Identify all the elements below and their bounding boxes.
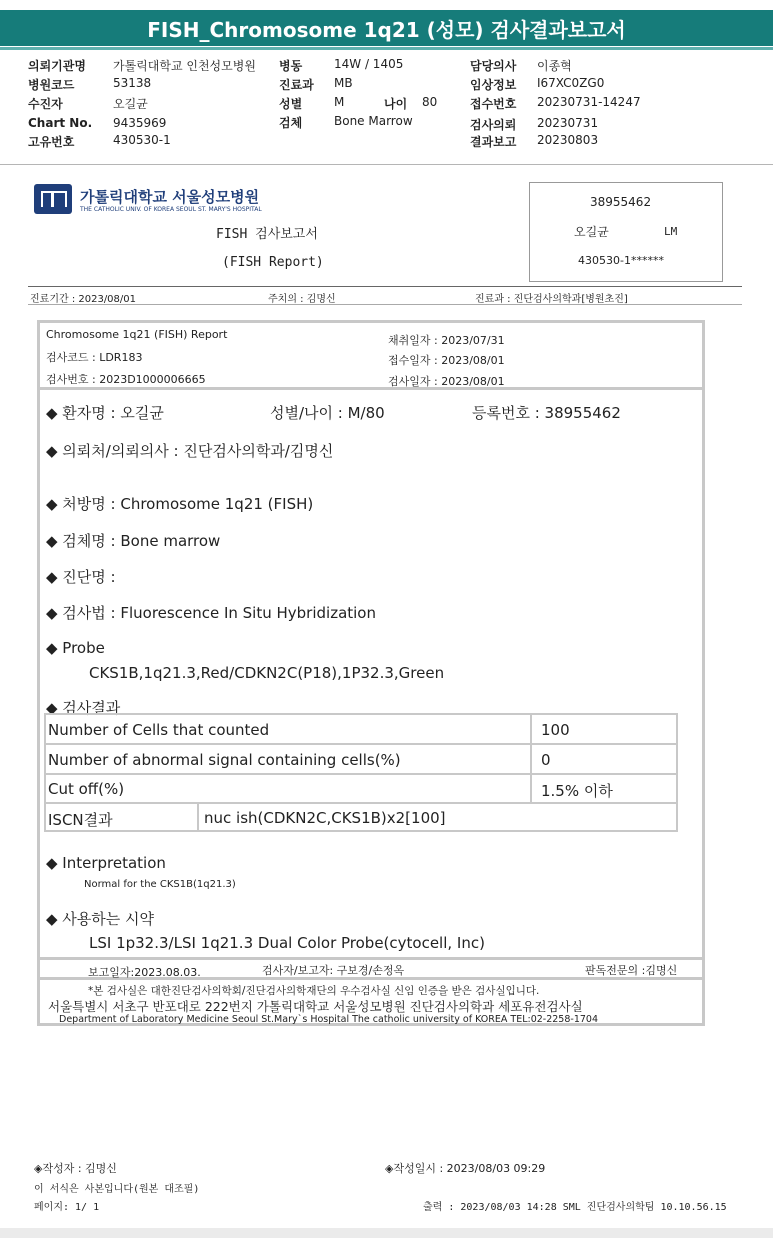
id-box-id: 430530-1****** (578, 254, 664, 267)
table-row-divider (46, 773, 676, 775)
reagent-label: ◆ 사용하는 시약 (46, 910, 155, 928)
report-date: 보고일자:2023.08.03. (88, 966, 201, 979)
report-footer-divider-1 (37, 957, 705, 960)
reporter: 검사자/보고자: 구보경/손정옥 (262, 964, 405, 977)
label-receipt-no: 접수번호 (470, 97, 517, 111)
hospital-logo-icon (34, 184, 72, 214)
attending-doctor: 주치의 : 김명신 (268, 294, 336, 305)
treatment-period: 진료기간 : 2023/08/01 (30, 294, 137, 305)
table-col-divider (197, 802, 199, 830)
header-divider (0, 164, 773, 165)
label-age: 나이 (384, 97, 408, 111)
report-name: Chromosome 1q21 (FISH) Report (46, 328, 228, 341)
lab-address-en: Department of Laboratory Medicine Seoul St.Mary`s Hospital The catholic university of KOREA TEL:02-2258-1704 (59, 1014, 599, 1025)
label-institution: 의뢰기관명 (28, 59, 86, 73)
page-title: FISH_Chromosome 1q21 (성모) 검사결과보고서 (0, 10, 773, 46)
label-request-date: 검사의뢰 (470, 118, 517, 132)
print-info: 출력 : 2023/08/03 14:28 SML 진단검사의학팀 10.10.56.15 (423, 1202, 727, 1213)
result-table (44, 713, 678, 832)
author: ◈작성자 : 김명신 (34, 1162, 117, 1175)
probe-value: CKS1B,1q21.3,Red/CDKN2C(P18),1P32.3,Green (89, 664, 445, 682)
label-result-date: 결과보고 (470, 135, 517, 149)
result-label: ◆ 검사결과 (46, 699, 121, 717)
label-department: 진료과 (279, 78, 314, 92)
value-request-date: 20230731 (537, 116, 599, 130)
label-clinical-info: 임상정보 (470, 78, 517, 92)
value-unique-id: 430530-1 (113, 133, 171, 147)
bottom-bar (0, 1228, 773, 1238)
specialist: 판독전문의 :김명신 (585, 964, 678, 977)
value-doctor: 이종혁 (537, 59, 572, 73)
result-label-cell: Cut off(%) (48, 780, 125, 798)
result-label-cell: Number of Cells that counted (48, 721, 270, 739)
title-underline (0, 47, 773, 50)
label-hospital-code: 병원코드 (28, 78, 75, 92)
iscn-value-cell: nuc ish(CDKN2C,CKS1B)x2[100] (204, 809, 446, 827)
specimen-name: ◆ 검체명 : Bone marrow (46, 532, 221, 550)
test-method: ◆ 검사법 : Fluorescence In Situ Hybridization (46, 604, 376, 622)
value-receipt-no: 20230731-14247 (537, 95, 641, 109)
sex-age: 성별/나이 : M/80 (270, 404, 385, 422)
value-specimen: Bone Marrow (334, 114, 413, 128)
hospital-name: 가톨릭대학교 서울성모병원 (80, 188, 260, 206)
dept-top-divider (28, 286, 742, 287)
label-ward: 병동 (279, 59, 303, 73)
test-date: 검사일자 : 2023/08/01 (388, 375, 505, 388)
label-doctor: 담당의사 (470, 59, 517, 73)
patient-name: ◆ 환자명 : 오길균 (46, 404, 164, 422)
iscn-label-cell: ISCN결과 (48, 811, 113, 829)
value-department: MB (334, 76, 353, 90)
lab-address: 서울특별시 서초구 반포대로 222번지 가톨릭대학교 서울성모병원 진단검사의학과 세포유전검사실 (48, 999, 583, 1014)
value-clinical-info: I67XC0ZG0 (537, 76, 605, 90)
value-sex: M (334, 95, 345, 109)
label-patient: 수진자 (28, 97, 63, 111)
patient-id-box (529, 182, 723, 282)
value-patient: 오길균 (113, 97, 148, 111)
result-value-cell: 100 (541, 721, 570, 739)
page-number: 페이지: 1/ 1 (34, 1202, 100, 1213)
report-header-divider (37, 387, 705, 390)
report-title: FISH 검사보고서 (216, 227, 318, 242)
result-label-cell: Number of abnormal signal containing cells(%) (48, 751, 401, 769)
value-result-date: 20230803 (537, 133, 599, 147)
dept-bottom-divider (28, 304, 742, 305)
diagnosis: ◆ 진단명 : (46, 568, 116, 586)
test-code: 검사코드 : LDR183 (46, 351, 143, 364)
table-row-divider (46, 743, 676, 745)
id-box-code: LM (664, 225, 678, 238)
report-subtitle: (FISH Report) (222, 255, 324, 270)
registration-no: 등록번호 : 38955462 (472, 404, 621, 422)
certification-note: *본 검사실은 대한진단검사의학회/진단검사의학재단의 우수검사실 신임 인증을 받은 검사실입니다. (88, 985, 540, 997)
value-hospital-code: 53138 (113, 76, 152, 90)
value-ward: 14W / 1405 (334, 57, 404, 71)
collect-date: 채취일자 : 2023/07/31 (388, 334, 505, 347)
result-value-cell: 0 (541, 751, 551, 769)
referrer: ◆ 의뢰처/의뢰의사 : 진단검사의학과/김명신 (46, 442, 334, 460)
value-institution: 가톨릭대학교 인천성모병원 (113, 59, 256, 73)
treating-dept: 진료과 : 진단검사의학과[병원초진] (475, 294, 628, 305)
label-specimen: 검체 (279, 116, 303, 130)
label-sex: 성별 (279, 97, 303, 111)
value-age: 80 (422, 95, 438, 109)
value-chart-no: 9435969 (113, 116, 167, 130)
table-row-divider (46, 802, 676, 804)
result-value-cell: 1.5% 이하 (541, 782, 613, 800)
label-chart-no: Chart No. (28, 116, 93, 130)
probe-label: ◆ Probe (46, 639, 105, 657)
interpretation-value: Normal for the CKS1B(1q21.3) (84, 879, 236, 890)
receive-date: 접수일자 : 2023/08/01 (388, 354, 505, 367)
label-unique-id: 고유번호 (28, 135, 75, 149)
interpretation-label: ◆ Interpretation (46, 854, 166, 872)
written-datetime: ◈작성일시 : 2023/08/03 09:29 (385, 1162, 546, 1175)
order-name: ◆ 처방명 : Chromosome 1q21 (FISH) (46, 495, 314, 513)
id-box-name: 오길균 (574, 225, 609, 239)
table-col-divider (530, 715, 532, 802)
id-box-reg-no: 38955462 (590, 195, 652, 209)
copy-note: 이 서식은 사본입니다(원본 대조필) (34, 1184, 200, 1195)
test-no: 검사번호 : 2023D1000006665 (46, 373, 206, 386)
hospital-name-en: THE CATHOLIC UNIV. OF KOREA SEOUL ST. MARY'S HOSPITAL (80, 206, 262, 213)
reagent-value: LSI 1p32.3/LSI 1q21.3 Dual Color Probe(cytocell, Inc) (89, 934, 485, 952)
